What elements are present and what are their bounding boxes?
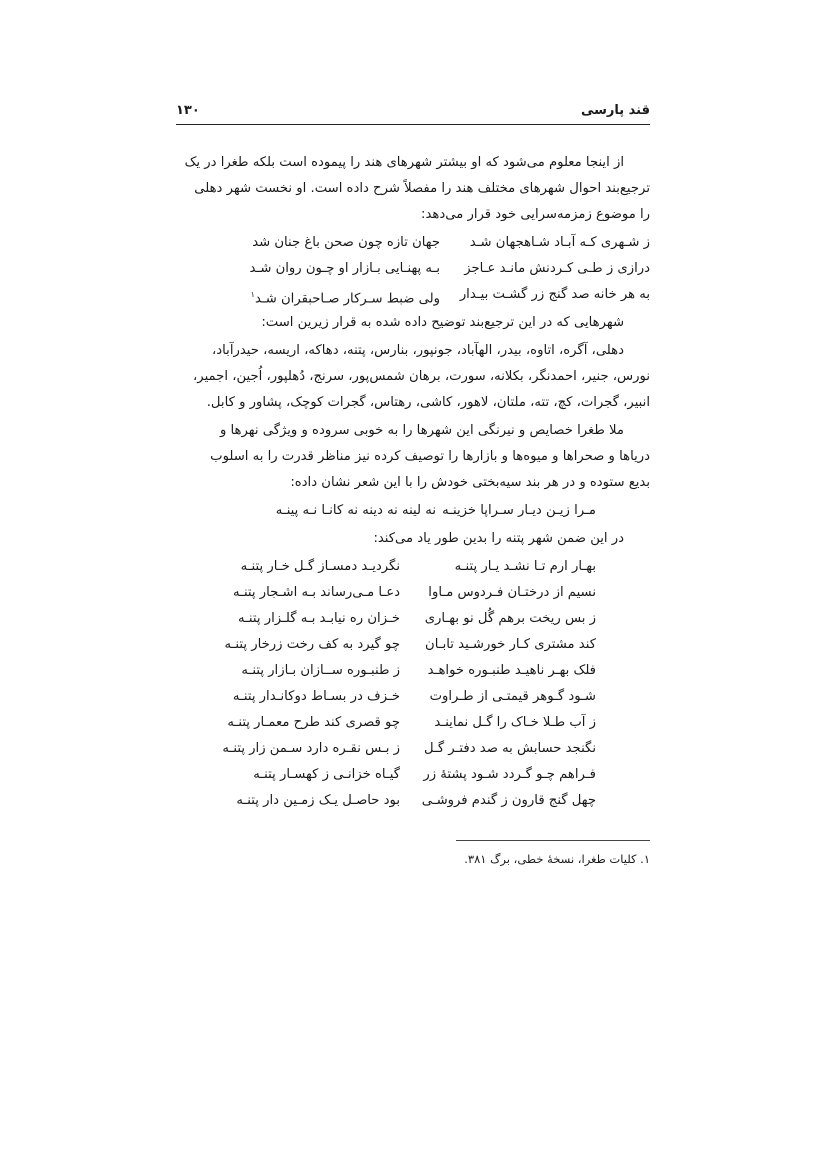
hemistich-first: ز شـهری کـه آبـاد شـاهجهان شـد (469, 235, 650, 250)
hemistich-first: شـود گـوهر قیمتـی از طـراوت (429, 689, 596, 704)
footnote-marker: ۱ (250, 290, 255, 299)
hemistich-second: گیـاه خزانـی ز کهسـار پتنـه (253, 767, 400, 782)
hemistich-first: مـرا زیـن دیـار سـراپا خزینـه (442, 503, 596, 518)
hemistich-second: بـه پهنـایی بـازار او چـون روان شـد (249, 261, 440, 276)
paragraph-line: در این ضمن شهر پتنه را بدین طور یاد می‌کند: (373, 531, 624, 546)
hemistich-second: نه لینه نه دینه نه کانـا نـه پینـه (275, 503, 436, 518)
hemistich-second (251, 282, 440, 312)
hemistich-second: ز طنبـوره ســازان بـازار پتنـه (241, 663, 400, 678)
hemistich-first: نسیم از درختـان فـردوس مـاوا (428, 585, 596, 600)
page-number: ۱۳۰ (176, 103, 200, 118)
verse-row (230, 256, 650, 282)
hemistich-first: فـراهم چـو گـردد شـود پشتهٔ زر (423, 767, 596, 782)
hemistich-text: ولی ضبط سـرکار صـاحبقران شـد (254, 291, 440, 307)
paragraph-line: ملا طغرا خصایص و نیرنگی این شهرها را به خوبی سروده و ویژگی نهرها و (219, 423, 624, 438)
hemistich-first: فلک بهـر ناهیـد طنبـوره خواهـد (427, 663, 596, 678)
verse-row (236, 788, 596, 814)
verse-row (227, 710, 596, 736)
verse-row (233, 580, 596, 606)
verse-row (232, 684, 596, 710)
verse-row (236, 658, 596, 684)
paragraph-line: از اینجا معلوم می‌شود که او بیشتر شهرهای هند را پیموده است بلکه طغرا در یک (184, 155, 624, 170)
hemistich-first: ز آب طـلا خـاک را گـل نماینـد (434, 715, 596, 730)
hemistich-first: به هر خانه صد گنج زر گشـت بیـدار (459, 287, 650, 302)
hemistich-second: جهان تازه چون صحن باغ جنان شد (252, 235, 440, 250)
hemistich-first: درازی ز طـی کـردنش مانـد عـاجز (464, 261, 650, 276)
verse-row (224, 632, 596, 658)
hemistich-first: نگنجد حسابش به صد دفتـر گـل (423, 741, 596, 756)
running-title: قند پارسی (580, 103, 650, 118)
hemistich-first: چهل گنج قارون ز گندم فروشـی (421, 793, 596, 808)
paragraph-line: بدیع ستوده و در هر بند سیه‌بختی خودش را با این شعر نشان داده: (290, 475, 650, 490)
running-header (176, 100, 650, 125)
verse-row (230, 282, 650, 308)
hemistich-first: ز بس ریخت برهم گُل نو بهـاری (424, 611, 596, 626)
verse-row (236, 554, 596, 580)
paragraph-line: انبیر، گجرات، کچ، تته، ملتان، لاهور، کاشی، رهتاس، گجرات کوچک، پشاور و کابل. (206, 395, 650, 410)
hemistich-second: خـزان ره نیابـد بـه گلـزار پتنـه (238, 611, 400, 626)
verse-row (230, 230, 650, 256)
paragraph-line: نورس، جنیر، احمدنگر، بکلانه، سورت، برهان شمس‌پور، سرنج، دُهلپور، اُجین، اجمیر، (193, 369, 650, 384)
paragraph-line: را موضوع زمزمه‌سرایی خود قرار می‌دهد: (421, 207, 650, 222)
hemistich-second: بود حاصـل یـک زمـین دار پتنـه (236, 793, 400, 808)
hemistich-second: نگردیـد دمسـاز گـل خـار پتنـه (240, 559, 400, 574)
paragraph-line: ترجیع‌بند احوال شهرهای مختلف هند را مفصلاً شرح داده است. او نخست شهر دهلی (194, 181, 650, 196)
hemistich-second: دعـا مـی‌رساند بـه اشـجار پتنـه (233, 585, 400, 600)
hemistich-second: ز بـس نقـره دارد سـمن زار پتنـه (222, 741, 400, 756)
verse-row (236, 606, 596, 632)
hemistich-second: خـزف در بسـاط دوکانـدار پتنـه (232, 689, 400, 704)
paragraph-line: دهلی، آگره، اتاوه، بیدر، الهآباد، جونپور، بنارس، پتنه، دهاکه، اریسه، حیدرآباد، (212, 343, 624, 358)
hemistich-first: بهـار ارم تـا نشـد یـار پتنـه (454, 559, 596, 574)
hemistich-first: کند مشتری کـار خورشـید تابـان (425, 637, 596, 652)
verse-row (196, 498, 596, 524)
paragraph-line: شهرهایی که در این ترجیع‌بند توضیح داده شده به قرار زیرین است: (261, 315, 624, 330)
verse-row (222, 736, 596, 762)
hemistich-second: چو گیرد به کف رخت زرخار پتنـه (224, 637, 400, 652)
hemistich-second: چو قصری کند طرح معمـار پتنـه (227, 715, 400, 730)
footnote: ۱. کلیات طغرا، نسخهٔ خطی، برگ ۳۸۱. (464, 852, 650, 866)
paragraph-line: دریاها و صحراها و میوه‌ها و بازارها را توصیف کرده نیز مناظر قدرت را به اسلوب (210, 449, 650, 464)
verse-row (236, 762, 596, 788)
footnote-rule (456, 840, 650, 841)
